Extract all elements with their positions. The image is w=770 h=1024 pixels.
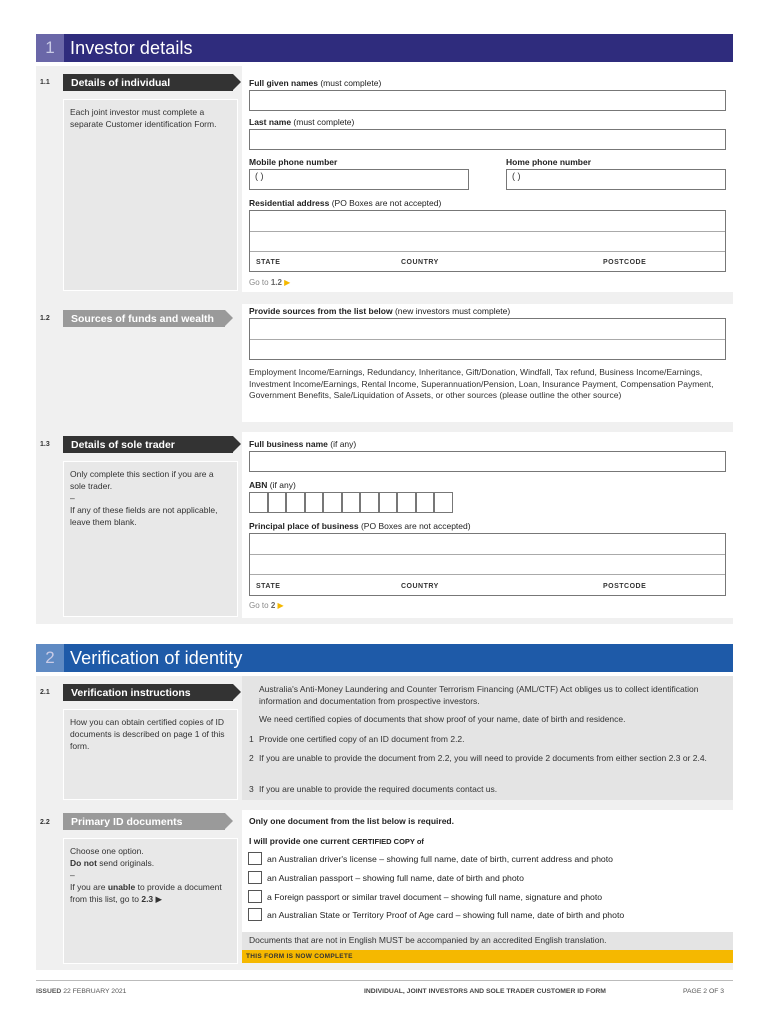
arrow-right-icon: ▶ [277,601,284,610]
only-one-note: Only one document from the list below is required. [249,816,454,826]
footer-page: PAGE 2 OF 3 [683,988,725,995]
business-name-label: Full business name (if any) [249,439,357,449]
sources-list-text: Employment Income/Earnings, Redundancy, Inheritance, Gift/Donation, Windfall, Tax refund, Business Income/Earnings, Investment Income/Earnings, Rental Income, Superannuation/Pension, Loan, Insurance Payment, Compensation Payment, Government Benefits, Sale/Liquidation of Assets, or other sources (please outline the other source) [249,367,714,400]
section-1-header [36,34,733,62]
address-label: Residential address (PO Boxes are not accepted) [249,198,442,208]
last-name-input[interactable] [249,129,726,150]
state-label: STATE [256,583,281,590]
checkbox[interactable] [248,890,262,903]
section-number: 1 [36,34,64,62]
country-label: COUNTRY [401,583,439,590]
instruction-3-num: 3 [249,784,254,794]
mobile-input[interactable]: ( ) [249,169,469,190]
footer-form-name: INDIVIDUAL, JOINT INVESTORS AND SOLE TRADER CUSTOMER ID FORM [364,988,606,995]
subsection-note: Only complete this section if you are a sole trader. – If any of these fields are not applicable, leave them blank. [63,461,238,617]
sources-label: Provide sources from the list below (new investors must complete) [249,306,511,316]
instruction-3: If you are unable to provide the required documents contact us. [259,784,498,794]
postcode-label: POSTCODE [603,583,647,590]
home-phone-input[interactable]: ( ) [506,169,726,190]
full-names-label: Full given names (must complete) [249,78,382,88]
subsection-note: How you can obtain certified copies of ID documents is described on page 1 of this form. [63,709,238,800]
abn-label: ABN (if any) [249,480,296,490]
subsection-tag: Details of sole trader [63,436,233,453]
checkbox[interactable] [248,852,262,865]
abn-input[interactable] [249,492,454,513]
subsection-tag: Details of individual [63,74,233,91]
form-complete-banner: THIS FORM IS NOW COMPLETE [242,950,733,963]
business-name-input[interactable] [249,451,726,472]
instructions-p1: Australia's Anti-Money Laundering and Counter Terrorism Financing (AML/CTF) Act obliges us to collect identification information and documentation from prospective investors. [259,684,699,706]
english-note: Documents that are not in English MUST be accompanied by an accredited English translation. [249,935,607,945]
section-title: Investor details [70,37,193,58]
subsection-note: Choose one option. Do not send originals. – If you are unable to provide a document from this list, go to 2.3 ▶ [63,838,238,964]
id-option-drivers-license[interactable]: an Australian driver's license – showing full name, date of birth, current address and photo [248,852,613,865]
subsection-tag: Primary ID documents [63,813,225,830]
address-input[interactable] [249,210,726,272]
id-option-foreign-passport[interactable]: a Foreign passport or similar travel document – showing full name, signature and photo [248,890,602,903]
subsection-number: 1.1 [40,79,50,86]
instruction-1: Provide one certified copy of an ID document from 2.2. [259,734,465,744]
country-label: COUNTRY [401,259,439,266]
principal-place-input[interactable] [249,533,726,596]
section-number: 2 [36,644,64,672]
arrow-right-icon: ▶ [284,278,291,287]
id-option-proof-of-age[interactable]: an Australian State or Territory Proof of Age card – showing full name, date of birth and photo [248,908,624,921]
full-names-input[interactable] [249,90,726,111]
subsection-number: 1.3 [40,441,50,448]
principal-place-label: Principal place of business (PO Boxes are not accepted) [249,521,471,531]
provide-label: I will provide one current CERTIFIED COPY of [249,836,424,846]
section-title: Verification of identity [70,647,243,668]
subsection-number: 2.2 [40,819,50,826]
sources-input[interactable] [249,318,726,360]
mobile-label: Mobile phone number [249,157,338,167]
goto-link[interactable]: Go to 2 ▶ [249,601,284,610]
postcode-label: POSTCODE [603,259,647,266]
state-label: STATE [256,259,281,266]
home-phone-label: Home phone number [506,157,592,167]
id-option-passport[interactable]: an Australian passport – showing full name, date of birth and photo [248,871,524,884]
section-2-header [36,644,733,672]
instruction-2: If you are unable to provide the document from 2.2, you will need to provide 2 documents from either section 2.3 or 2.4. [259,753,707,763]
subsection-tag: Verification instructions [63,684,233,701]
footer-divider [36,980,733,981]
instructions-p2: We need certified copies of documents that show proof of your name, date of birth and residence. [259,714,626,724]
checkbox[interactable] [248,871,262,884]
last-name-label: Last name (must complete) [249,117,355,127]
subsection-note: Each joint investor must complete a separate Customer identification Form. [63,99,238,291]
goto-link[interactable]: Go to 1.2 ▶ [249,278,291,287]
subsection-number: 2.1 [40,689,50,696]
footer-issued: ISSUED 22 FEBRUARY 2021 [36,988,127,995]
subsection-number: 1.2 [40,315,50,322]
instruction-1-num: 1 [249,734,254,744]
instruction-2-num: 2 [249,753,254,763]
subsection-tag: Sources of funds and wealth [63,310,225,327]
checkbox[interactable] [248,908,262,921]
